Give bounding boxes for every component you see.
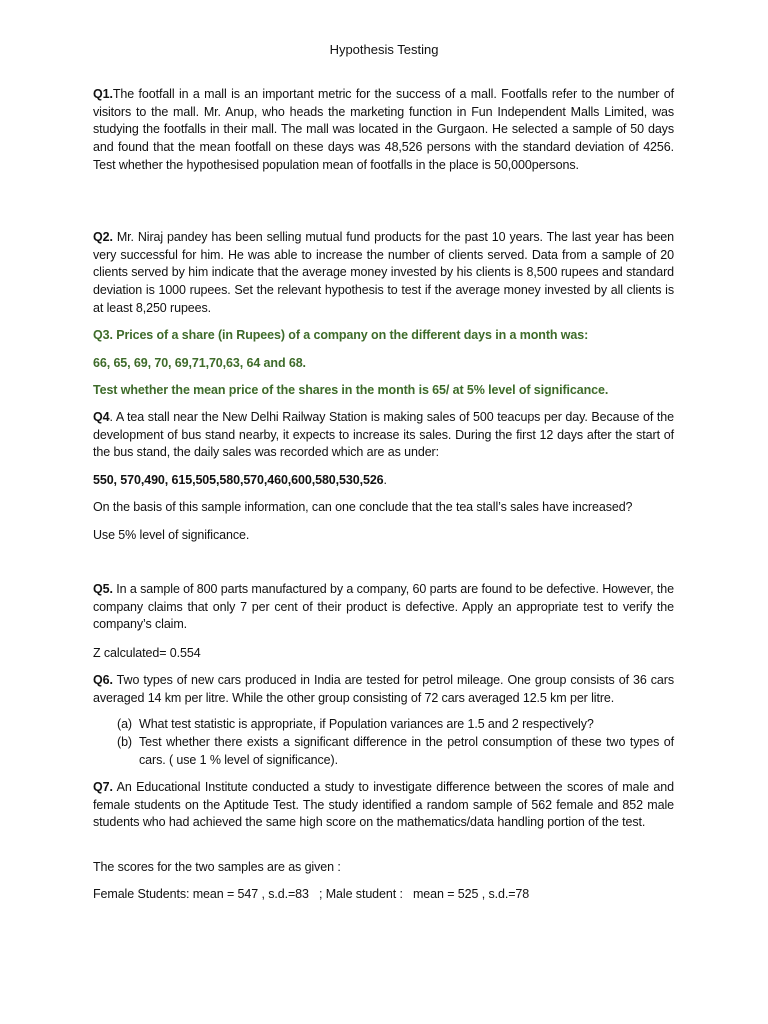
question-6-text: Two types of new cars produced in India are tested for petrol mileage. One group consists of 36 cars averaged 14 km per litre. While the other group consisting of 72 cars averaged 12.5 km per litre.: [93, 673, 674, 705]
question-7-scores-line: Female Students: mean = 547 , s.d.=83 ; Male student : mean = 525 , s.d.=78: [93, 887, 530, 901]
question-7: [93, 779, 674, 832]
question-1: [93, 86, 674, 175]
question-4-number: Q4: [93, 410, 110, 424]
question-3-task: Test whether the mean price of the shares in the month is 65/ at 5% level of significance.: [93, 383, 609, 397]
part-b-marker: (b): [117, 735, 132, 749]
part-a-text: What test statistic is appropriate, if Population variances are 1.5 and 2 respectively?: [139, 717, 594, 731]
question-1-text: The footfall in a mall is an important metric for the success of a mall. Footfalls refer to the number of visitors to the mall. Mr. Anup, who heads the marketing function in Fun Independent Malls Limited, was studying the footfalls in their mall. The mall was located in the Gurgaon. He selected a sample of 50 days and found that the mean footfall on these days was 48,526 persons with the standard deviation of 4256. Test whether the hypothesised population mean of footfalls in the place is 50,000persons.: [93, 87, 674, 172]
question-4: [93, 409, 674, 462]
question-7-text: An Educational Institute conducted a study to investigate difference between the scores of male and female students on the Aptitude Test. The study identified a random sample of 562 female and 852 male students who had achieved the same high score on the mathematics/data handling portion of the test.: [93, 780, 674, 830]
question-5: [93, 581, 674, 634]
question-2: [93, 229, 674, 318]
question-7-number: Q7.: [93, 780, 113, 794]
question-6: [93, 672, 674, 707]
question-6-part-b: [117, 734, 674, 769]
question-4-significance: Use 5% level of significance.: [93, 528, 250, 542]
question-3-heading: Q3. Prices of a share (in Rupees) of a company on the different days in a month was:: [93, 328, 589, 342]
question-5-number: Q5.: [93, 582, 113, 596]
question-6-part-a: [117, 716, 674, 734]
question-4-question: On the basis of this sample information, can one conclude that the tea stall’s sales have increased?: [93, 500, 633, 514]
question-1-number: Q1.: [93, 87, 113, 101]
question-5-text: In a sample of 800 parts manufactured by a company, 60 parts are found to be defective. However, the company claims that only 7 per cent of their product is defective. Apply an appropriate test to verify the company’s claim.: [93, 582, 674, 632]
question-2-number: Q2.: [93, 230, 113, 244]
question-3-prices: 66, 65, 69, 70, 69,71,70,63, 64 and 68.: [93, 356, 306, 370]
question-6-number: Q6.: [93, 673, 113, 687]
question-7-scores-intro: The scores for the two samples are as given :: [93, 860, 341, 874]
question-4-sales-values: 550, 570,490, 615,505,580,570,460,600,580,530,526: [93, 473, 384, 487]
question-5-z-value: Z calculated= 0.554: [93, 646, 201, 660]
question-4-sales-data: [93, 472, 674, 490]
part-b-text: Test whether there exists a significant difference in the petrol consumption of these two types of cars. ( use 1 % level of significance).: [139, 735, 674, 767]
part-a-marker: (a): [117, 717, 132, 731]
question-2-text: Mr. Niraj pandey has been selling mutual fund products for the past 10 years. The last year has been very successful for him. He was able to increase the number of clients served. Data from a sample of 20 clients served by him indicate that the average money invested by his clients is 8,500 rupees and standard deviation is 1000 rupees. Set the relevant hypothesis to test if the average money invested by all clients is at least 8,250 rupees.: [93, 230, 674, 315]
page-title: Hypothesis Testing: [329, 42, 439, 57]
question-4-text: . A tea stall near the New Delhi Railway Station is making sales of 500 teacups per day. Because of the development of bus stand nearby, it expects to increase its sales. During the first 12 days after the start of the bus stand, the daily sales was recorded which are as under:: [93, 410, 674, 460]
question-4-sales-period: .: [383, 473, 387, 487]
